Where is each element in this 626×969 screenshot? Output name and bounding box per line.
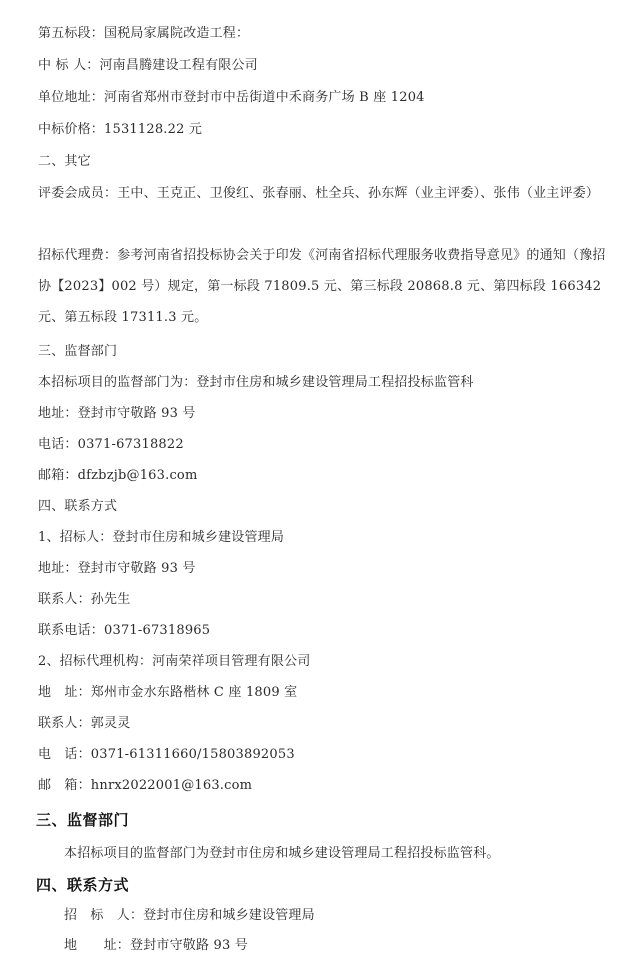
supervision-phone: 电话：0371-67318822 xyxy=(38,437,184,452)
lot5-price: 中标价格：1531128.22 元 xyxy=(38,122,203,137)
tenderer-address: 地址：登封市守敬路 93 号 xyxy=(38,561,196,576)
supervision-email: 邮箱：dfzbzjb@163.com xyxy=(38,468,198,483)
agency-fee: 招标代理费：参考河南省招投标协会关于印发《河南省招标代理服务收费指导意见》的通知（豫招协【2023】002 号）规定，第一标段 71809.5 元、第三标段 20868.8 元、第四标段 166342 元、第五标段 17311.3 元。 xyxy=(38,248,606,325)
agency-contact-person: 联系人：郭灵灵 xyxy=(38,716,131,731)
supervision-dept: 本招标项目的监督部门为：登封市住房和城乡建设管理局工程招投标监管科 xyxy=(38,375,474,390)
supervision-heading-2: 三、监督部门 xyxy=(36,811,130,829)
other-heading: 二、其它 xyxy=(38,154,91,169)
committee-members: 评委会成员：王中、王克正、卫俊红、张春丽、杜全兵、孙东辉（业主评委）、张伟（业主评委） xyxy=(38,186,600,201)
agency-name: 2、招标代理机构：河南荣祥项目管理有限公司 xyxy=(38,654,311,669)
agency-phone: 电 话：0371-61311660/15803892053 xyxy=(38,747,295,762)
tenderer-name-2: 招 标 人：登封市住房和城乡建设管理局 xyxy=(64,908,315,923)
tenderer-contact-person: 联系人：孙先生 xyxy=(38,592,131,607)
lot5-address: 单位地址：河南省郑州市登封市中岳街道中禾商务广场 B 座 1204 xyxy=(38,90,425,105)
lot5-winner: 中 标 人：河南昌腾建设工程有限公司 xyxy=(38,58,258,73)
lot5-title: 第五标段：国税局家属院改造工程： xyxy=(38,26,250,41)
tenderer-address-2: 地 址：登封市守敬路 93 号 xyxy=(64,938,249,953)
agency-address: 地 址：郑州市金水东路楷林 C 座 1809 室 xyxy=(38,685,298,700)
contact-heading-2: 四、联系方式 xyxy=(36,876,130,894)
supervision-address: 地址：登封市守敬路 93 号 xyxy=(38,406,196,421)
agency-email: 邮 箱：hnrx2022001@163.com xyxy=(38,778,253,793)
tenderer-phone: 联系电话：0371-67318965 xyxy=(38,623,211,638)
tenderer-name: 1、招标人：登封市住房和城乡建设管理局 xyxy=(38,530,285,545)
supervision-dept-2: 本招标项目的监督部门为登封市住房和城乡建设管理局工程招投标监管科。 xyxy=(64,846,500,861)
contact-heading: 四、联系方式 xyxy=(38,499,118,514)
supervision-heading: 三、监督部门 xyxy=(38,344,118,359)
